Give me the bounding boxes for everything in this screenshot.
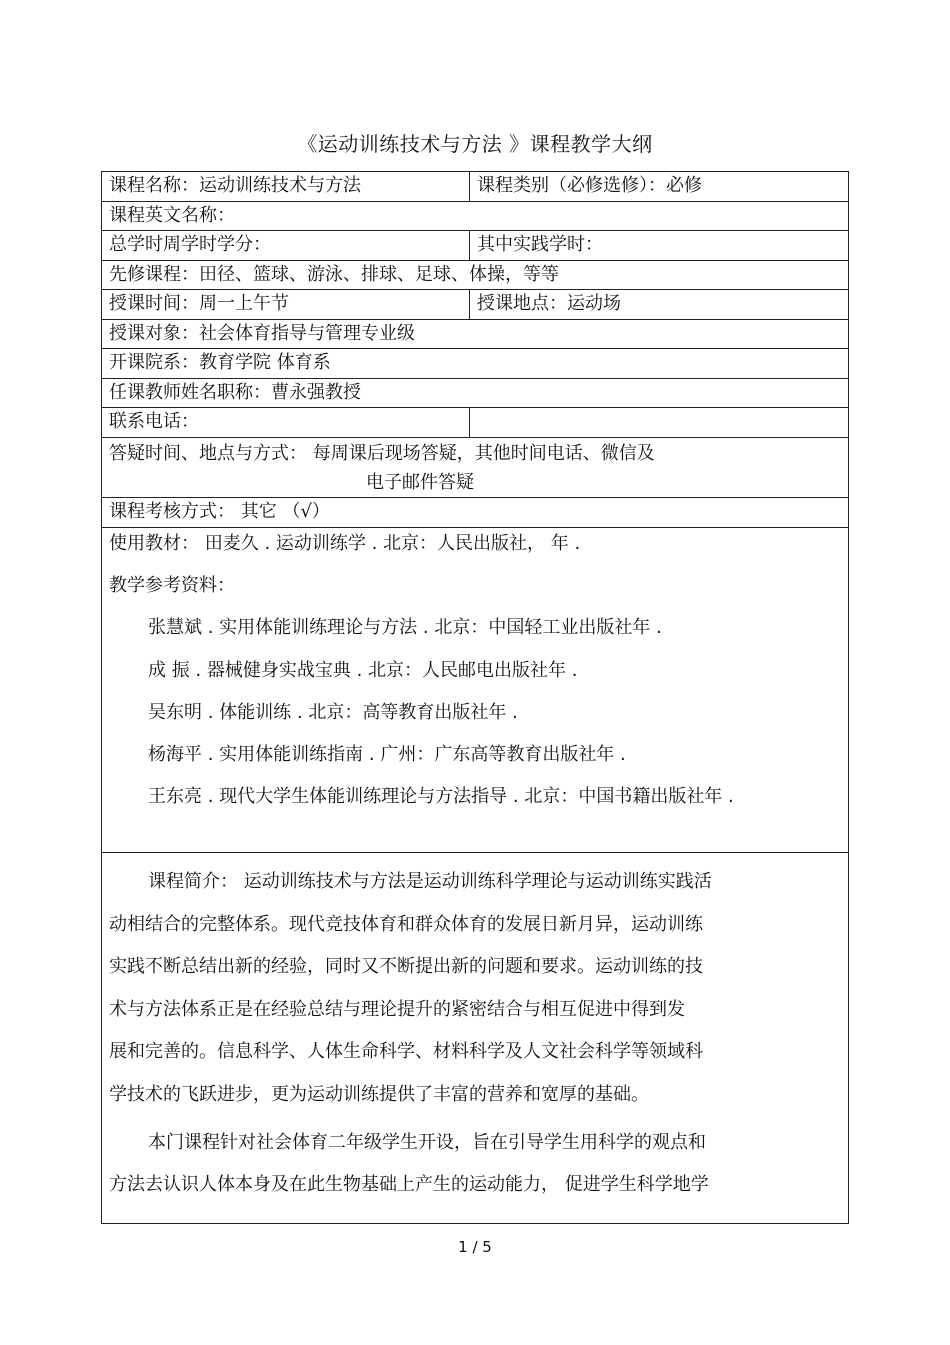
row-introduction bbox=[102, 853, 848, 1223]
syllabus-table bbox=[101, 171, 849, 1224]
intro-line: 动相结合的完整体系。现代竞技体育和群众体育的发展日新月异，运动训练 bbox=[109, 914, 703, 935]
time-cell: 授课时间：周一上午节 bbox=[109, 293, 289, 314]
intro-line: 实践不断总结出新的经验，同时又不断提出新的问题和要求。运动训练的技 bbox=[109, 956, 703, 977]
row-audience bbox=[102, 320, 848, 349]
cell-divider bbox=[469, 408, 470, 437]
row-qa bbox=[102, 438, 848, 498]
row-time-place bbox=[102, 290, 848, 320]
intro-line: 本门课程针对社会体育二年级学生开设，旨在引导学生用科学的观点和 bbox=[148, 1132, 706, 1153]
intro-line: 学技术的飞跃进步，更为运动训练提供了丰富的营养和宽厚的基础。 bbox=[109, 1084, 649, 1105]
intro-line: 展和完善的。信息科学、人体生命科学、材料科学及人文社会科学等领域科 bbox=[109, 1041, 703, 1062]
intro-line: 方法去认识人体本身及在此生物基础上产生的运动能力， 促进学生科学地学 bbox=[109, 1174, 709, 1195]
reference-item: 张慧斌 . 实用体能训练理论与方法 . 北京：中国轻工业出版社年 . bbox=[148, 617, 662, 638]
row-english-name bbox=[102, 202, 848, 231]
hours-cell: 总学时周学时学分： bbox=[109, 234, 271, 255]
page-number: 1 / 5 bbox=[458, 1238, 492, 1256]
intro-line: 课程简介： 运动训练技术与方法是运动训练科学理论与运动训练实践活 bbox=[148, 871, 712, 892]
qa-line-2: 电子邮件答疑 bbox=[366, 472, 474, 493]
place-cell: 授课地点：运动场 bbox=[477, 293, 621, 314]
reference-item: 王东亮 . 现代大学生体能训练理论与方法指导 . 北京：中国书籍出版社年 . bbox=[148, 786, 734, 807]
course-name-cell: 课程名称：运动训练技术与方法 bbox=[109, 175, 361, 196]
textbook-text: 使用教材： 田麦久 . 运动训练学 . 北京：人民出版社， 年 . bbox=[109, 533, 581, 554]
row-course-name bbox=[102, 172, 848, 202]
row-department bbox=[102, 349, 848, 379]
course-type-cell: 课程类别（必修选修）：必修 bbox=[477, 175, 702, 196]
row-exam bbox=[102, 498, 848, 528]
row-prerequisites bbox=[102, 261, 848, 290]
reference-item: 吴东明 . 体能训练 . 北京：高等教育出版社年 . bbox=[148, 702, 518, 723]
row-phone bbox=[102, 408, 848, 438]
qa-line-1: 答疑时间、地点与方式： 每周课后现场答疑，其他时间电话、微信及 bbox=[109, 443, 655, 464]
prerequisites-cell: 先修课程：田径、篮球、游泳、排球、足球、体操，等等 bbox=[109, 264, 559, 285]
english-name-cell: 课程英文名称： bbox=[109, 205, 235, 226]
department-cell: 开课院系：教育学院 体育系 bbox=[109, 352, 331, 373]
exam-cell: 课程考核方式： 其它 （√） bbox=[109, 501, 330, 522]
teacher-cell: 任课教师姓名职称：曹永强教授 bbox=[109, 382, 361, 403]
reference-item: 成 振 . 器械健身实战宝典 . 北京：人民邮电出版社年 . bbox=[148, 660, 578, 681]
row-hours bbox=[102, 231, 848, 261]
audience-cell: 授课对象：社会体育指导与管理专业级 bbox=[109, 323, 415, 344]
row-teacher bbox=[102, 379, 848, 408]
reference-item: 杨海平 . 实用体能训练指南 . 广州：广东高等教育出版社年 . bbox=[148, 744, 626, 765]
document-title: 《运动训练技术与方法 》课程教学大纲 bbox=[297, 132, 653, 156]
practice-hours-cell: 其中实践学时： bbox=[477, 234, 603, 255]
phone-cell: 联系电话： bbox=[109, 411, 199, 432]
references-label: 教学参考资料： bbox=[109, 575, 235, 596]
intro-line: 术与方法体系正是在经验总结与理论提升的紧密结合与相互促进中得到发 bbox=[109, 999, 685, 1020]
row-materials bbox=[102, 528, 848, 853]
